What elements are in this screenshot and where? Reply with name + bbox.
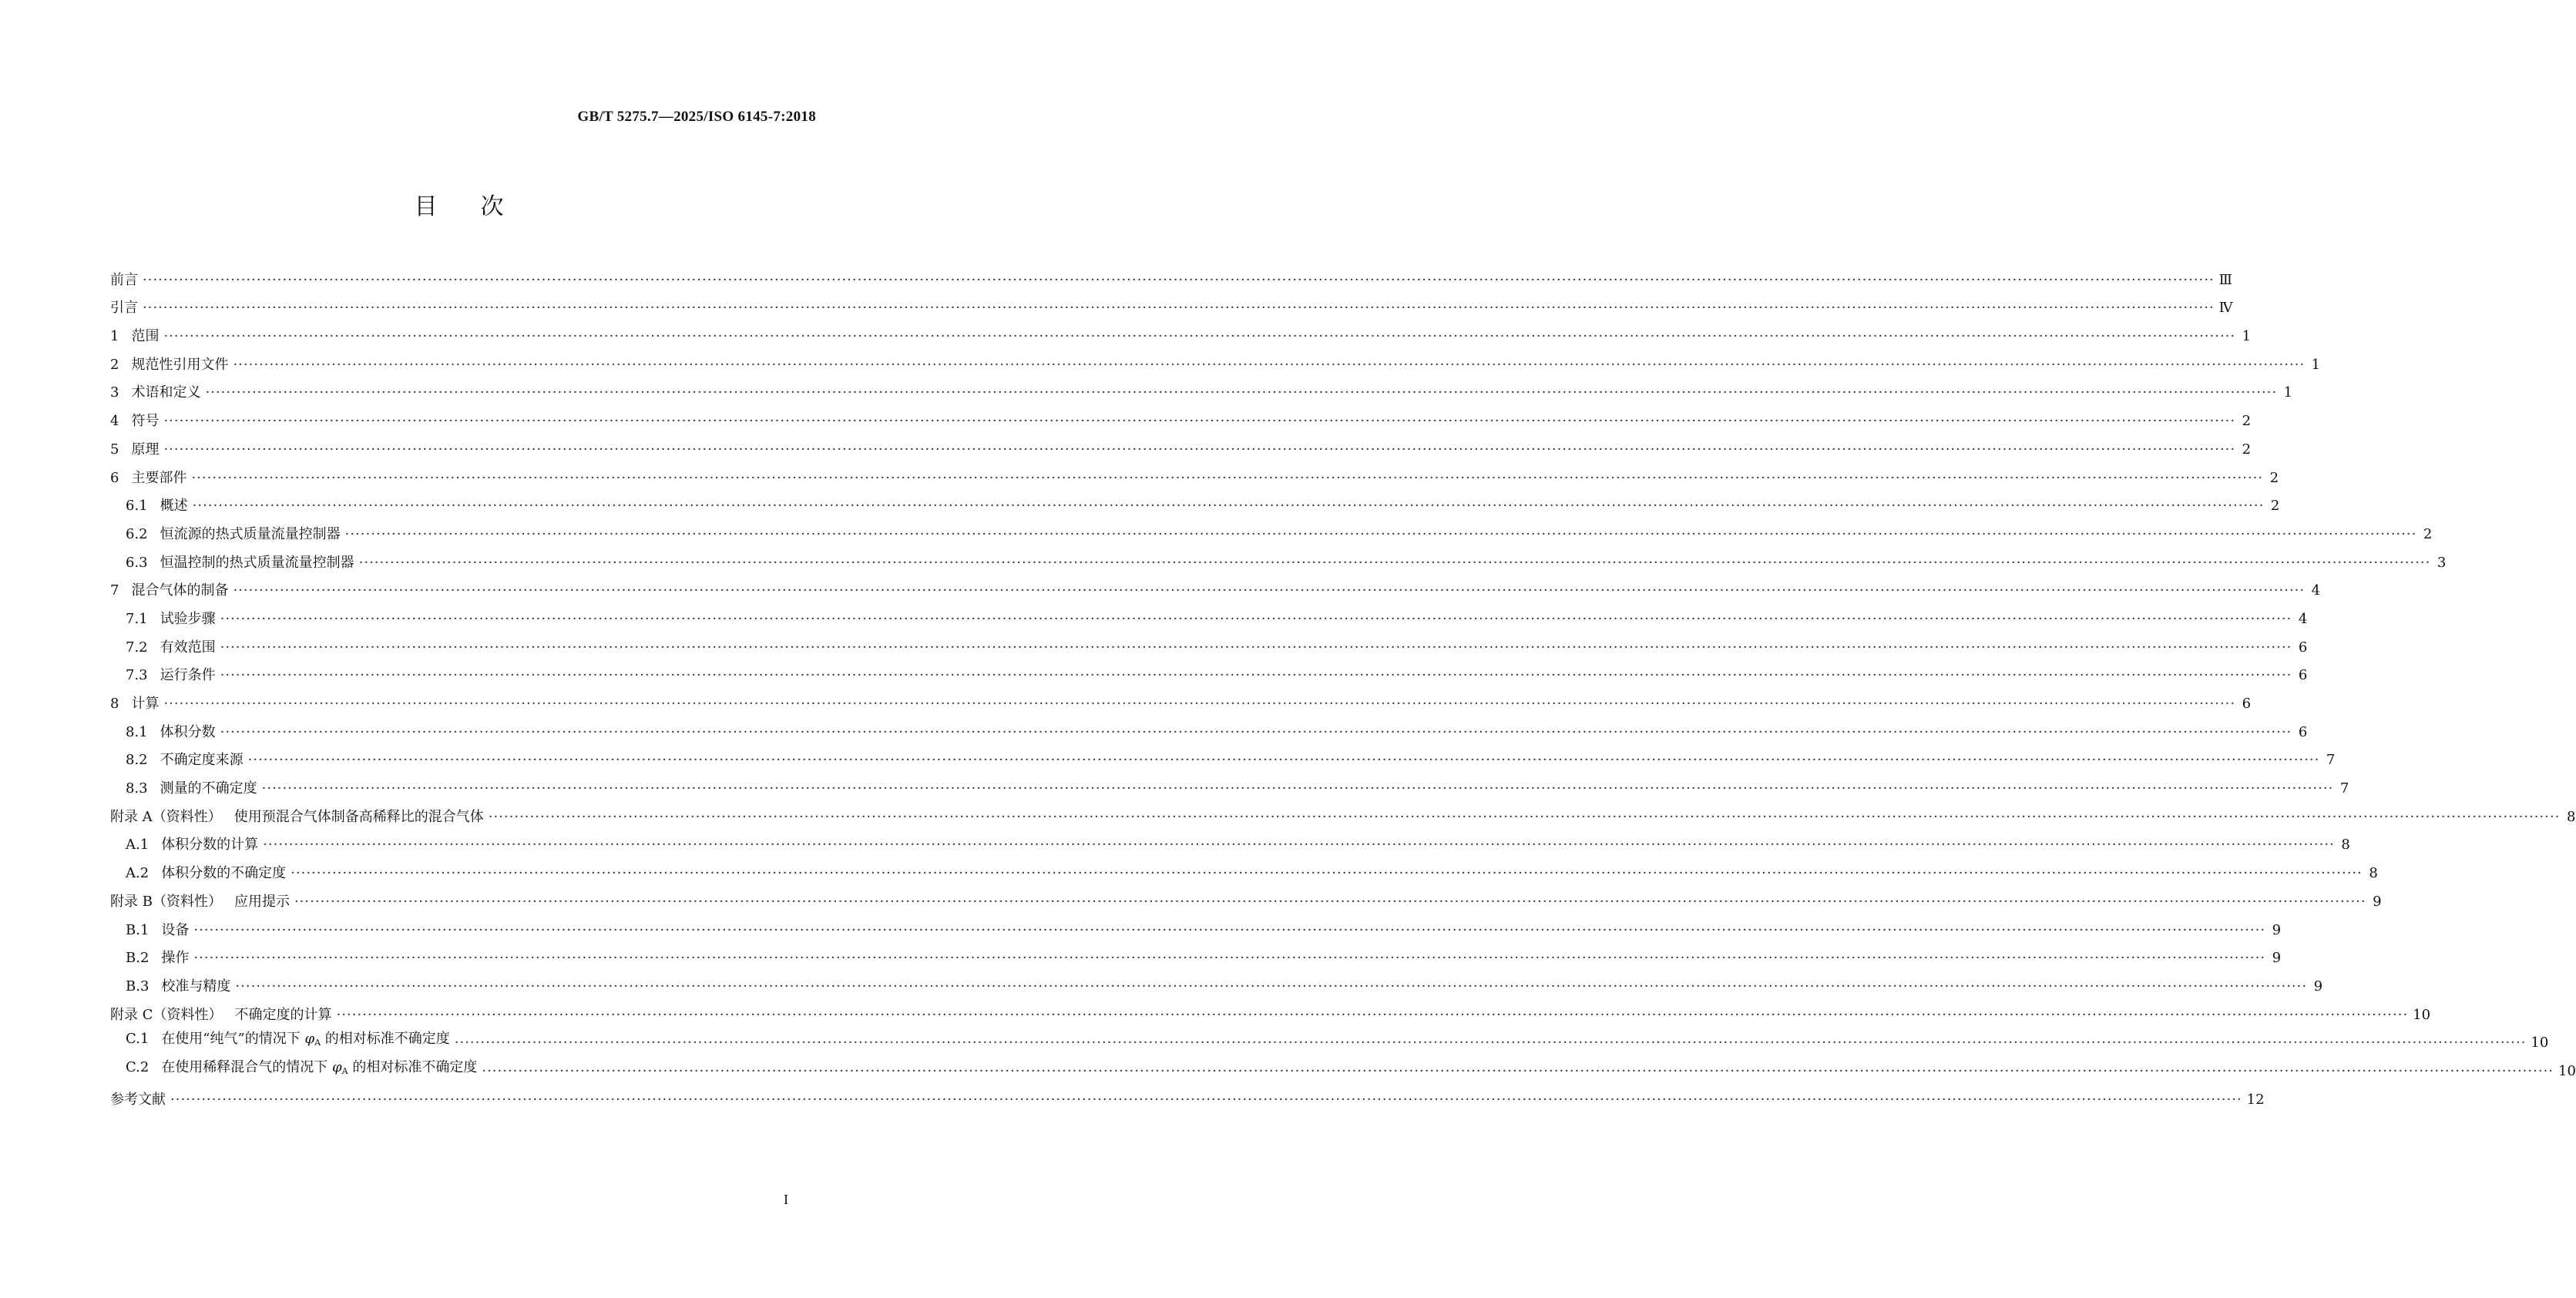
dot-leader: ················································································································································································································································································································································································································ [235,978,2308,994]
dot-leader: ················································································································································································································································································································································································································ [220,610,2292,627]
toc-entry-label: 使用预混合气体制备高稀释比的混合气体 [233,808,484,825]
toc-entry-page: 12 [2246,1091,2265,1108]
toc-entry[interactable] [110,543,2447,572]
toc-entry-page: 8 [2369,865,2378,882]
toc-entry-number: B.1 [126,921,149,938]
toc-entry-title [110,384,200,401]
dot-leader: ················································································································································································································································································································································································································ [143,300,2215,317]
toc-entry-number: 6.3 [126,554,148,571]
page-title: 目次 [414,193,547,220]
toc-entry-label: 有效范围 [160,639,216,656]
toc-entry-page: 9 [2272,921,2282,938]
toc-entry-page: 7 [2339,780,2349,797]
toc-entry-title [110,413,159,430]
phi-subscript: A [314,1038,321,1048]
toc-entry-page: 1 [2283,384,2293,401]
toc-entry-label: 体积分数的不确定度 [161,865,287,882]
dot-leader: ················································································································································································································································································································································································································ [291,865,2363,882]
toc-entry-title [126,498,188,515]
toc-entry[interactable] [110,487,2280,515]
toc-entry-title [110,1092,166,1108]
toc-entry-number: 1 [110,328,119,345]
toc-entry-page: 6 [2242,696,2252,712]
dot-leader: ················································································································································································································································································································································································································ [220,639,2292,656]
phi-symbol: φ [332,1058,342,1075]
toc-entry-label: 混合气体的制备 [131,582,229,599]
toc-entry-page: 10 [2413,1006,2431,1023]
toc-entry-label: 主要部件 [131,469,187,486]
toc-entry-title [126,922,189,939]
toc-entry[interactable] [110,1080,2265,1108]
toc-entry[interactable] [110,995,2431,1024]
toc-entry-number: 6 [110,469,119,486]
toc-entry-number: A.1 [126,837,149,854]
dot-leader: ················································································································································································································································································································································································································ [143,271,2215,288]
toc-entry-label-suffix: 的相对标准不确定度 [324,1031,450,1048]
toc-entry-number: 附录 B（资料性） [110,893,222,910]
dot-leader: ················································································································································································································································································································································································································ [170,1091,2242,1108]
toc-entry-title [126,865,286,882]
toc-entry[interactable] [110,289,2233,317]
toc-entry-label: 恒温控制的热式质量流量控制器 [160,554,354,571]
dot-leader: ················································································································································································································································································································································································································ [454,1035,2527,1051]
toc-entry-number: 7.3 [126,667,148,684]
toc-entry[interactable] [110,515,2433,543]
toc-entry[interactable] [110,374,2293,402]
toc-entry-page: 3 [2437,554,2447,571]
toc-entry-title [126,639,216,656]
dot-leader: ················································································································································································································································································································································································································ [233,582,2306,599]
toc-entry-page: 10 [2558,1062,2576,1079]
toc-entry-label: 计算 [131,696,160,712]
toc-entry-label: 在使用稀释混合气的情况下 [161,1058,328,1075]
toc-entry-page: 9 [2373,893,2382,910]
toc-entry[interactable] [110,797,2576,826]
dot-leader: ················································································································································································································································································································································································································ [220,667,2292,684]
toc-entry-label: 参考文献 [110,1091,166,1108]
page-number: I [784,1192,788,1207]
dot-leader: ················································································································································································································································································································································································································ [163,441,2236,458]
dot-leader: ················································································································································································································································································································································································································ [220,723,2292,740]
toc-entry-label: 不确定度的计算 [234,1006,332,1023]
toc-entry-title [126,526,341,543]
toc-entry-number: 4 [110,413,119,430]
toc-entry-title [126,724,216,741]
toc-entry-number: 7 [110,582,119,599]
standard-code: GB/T 5275.7—2025/ISO 6145-7:2018 [577,109,816,125]
toc-entry-page: 9 [2313,978,2323,994]
toc-entry-label: 设备 [161,921,190,938]
toc-entry[interactable] [110,430,2252,458]
toc-entry-title [126,780,257,797]
toc-entry-page: 9 [2272,950,2282,967]
dot-leader: ················································································································································································································································································································································································································ [192,498,2265,515]
toc-entry-page: 8 [2341,837,2350,854]
toc-entry[interactable] [110,684,2252,713]
toc-entry[interactable] [110,572,2321,600]
toc-entry-number: 6.1 [126,498,148,515]
toc-entry[interactable] [110,967,2323,995]
toc-entry-label: 恒流源的热式质量流量控制器 [160,525,341,542]
toc-entry[interactable] [110,713,2308,741]
toc-entry-label: 原理 [131,441,160,458]
toc-entry-page: 7 [2326,752,2336,769]
toc-entry-title [110,894,290,911]
toc-entry[interactable] [110,1051,2576,1080]
toc-entry-label: 范围 [131,328,160,345]
toc-entry[interactable] [110,458,2279,487]
toc-entry-title [110,328,159,345]
toc-entry-number: 2 [110,356,119,373]
toc-entry-title [110,1007,332,1024]
toc-entry-label: 体积分数的计算 [161,837,259,854]
toc-entry-label: 试验步骤 [160,610,216,627]
toc-entry-number: C.2 [126,1058,149,1075]
toc-entry[interactable] [110,1024,2549,1052]
toc-entry[interactable] [110,260,2233,289]
toc-entry[interactable] [110,628,2308,656]
toc-entry-page: 8 [2566,808,2576,825]
toc-entry-title [126,950,189,967]
toc-entry-page: 1 [2242,328,2252,345]
toc-entry-label: 校准与精度 [161,978,231,994]
dot-leader: ················································································································································································································································································································································································································ [205,384,2278,401]
dot-leader: ················································································································································································································································································································································································································ [294,893,2366,910]
phi-subscript: A [341,1065,348,1076]
dot-leader: ················································································································································································································································································································································································································ [263,837,2335,854]
dot-leader: ················································································································································································································································································································································································································ [193,950,2266,967]
toc-entry-number: 8.3 [126,780,148,797]
toc-entry[interactable] [110,741,2336,770]
toc-entry-label: 规范性引用文件 [131,356,229,373]
toc-entry-title [110,441,159,458]
toc-entry-page: 10 [2531,1035,2549,1051]
toc-entry[interactable] [110,599,2308,628]
toc-entry-number: 附录 A（资料性） [110,808,222,825]
dot-leader: ················································································································································································································································································································································································································ [233,356,2306,373]
dot-leader: ················································································································································································································································································································································································································ [344,525,2417,542]
toc-entry-label-suffix: 的相对标准不确定度 [352,1058,478,1075]
toc-entry-page: 4 [2298,610,2308,627]
toc-entry-title [110,696,159,713]
toc-entry-page: 6 [2298,667,2308,684]
toc-entry[interactable] [110,769,2349,797]
toc-entry-label: 概述 [160,498,188,515]
toc-entry-label: 操作 [161,950,190,967]
toc-entry-title [126,1059,477,1080]
toc-entry-title [126,667,216,684]
toc-entry-number: C.1 [126,1031,149,1048]
toc-entry-label: 不确定度来源 [160,752,243,769]
toc-entry-title [110,582,228,599]
dot-leader: ················································································································································································································································································································································································································ [261,780,2334,797]
toc-entry[interactable] [110,826,2350,854]
toc-entry-title [126,752,243,769]
toc-entry-title [110,357,228,374]
toc-entry[interactable] [110,882,2382,911]
toc-entry-label: 应用提示 [233,893,290,910]
toc-entry-page: 2 [2269,469,2279,486]
dot-leader: ················································································································································································································································································································································································································ [193,921,2266,938]
toc-entry-label: 体积分数 [160,723,216,740]
toc-entry-label: 测量的不确定度 [160,780,257,797]
dot-leader: ················································································································································································································································································································································································································ [488,808,2561,825]
toc-entry-number: 3 [110,384,119,401]
toc-entry-page: 6 [2298,723,2308,740]
dot-leader: ················································································································································································································································································································································································································ [247,752,2320,769]
toc-entry-page: Ⅳ [2218,300,2233,317]
toc-entry-label: 运行条件 [160,667,216,684]
toc-entry-number: A.2 [126,865,149,882]
toc-entry-title [126,611,216,628]
phi-symbol: φ [304,1031,315,1048]
toc-entry[interactable] [110,317,2252,345]
toc-entry[interactable] [110,401,2252,430]
dot-leader: ················································································································································································································································································································································································································ [336,1006,2409,1023]
dot-leader: ················································································································································································································································································································································································································ [163,413,2236,430]
toc-entry[interactable] [110,939,2282,968]
toc-entry[interactable] [110,345,2321,374]
toc-entry-number: B.2 [126,950,149,967]
toc-entry-title [126,555,354,572]
dot-leader: ················································································································································································································································································································································································································ [482,1062,2554,1079]
toc-entry[interactable] [110,656,2308,685]
dot-leader: ················································································································································································································································································································································································································ [163,328,2236,345]
toc-entry-page: 2 [2423,525,2433,542]
toc-entry-number: 7.2 [126,639,148,656]
toc-entry-page: 2 [2242,413,2252,430]
toc-entry-label: 引言 [110,300,138,317]
table-of-contents [110,260,2576,1108]
toc-entry-number: 附录 C（资料性） [110,1006,223,1023]
dot-leader: ················································································································································································································································································································································································································ [358,554,2431,571]
toc-entry-number: 8 [110,696,119,712]
toc-entry-number: 8.1 [126,723,148,740]
toc-entry-label: 术语和定义 [131,384,201,401]
toc-entry[interactable] [110,854,2378,882]
toc-entry-title [110,300,138,317]
toc-entry-page: 4 [2311,582,2321,599]
dot-leader: ················································································································································································································································································································································································································ [191,469,2264,486]
toc-entry-title [110,470,186,487]
toc-entry-page: 1 [2311,356,2321,373]
toc-entry-title [126,1031,450,1051]
toc-entry-page: 2 [2242,441,2252,458]
toc-entry-page: Ⅲ [2218,271,2233,288]
toc-entry-page: 6 [2298,639,2308,656]
dot-leader: ················································································································································································································································································································································································································ [163,696,2236,712]
toc-entry-number: 6.2 [126,525,148,542]
toc-entry-number: 5 [110,441,119,458]
toc-entry[interactable] [110,911,2282,939]
toc-entry-label: 符号 [131,413,160,430]
toc-entry-label: 前言 [110,271,138,288]
toc-entry-number: 7.1 [126,610,148,627]
toc-entry-title [110,809,484,826]
toc-entry-number: 8.2 [126,752,148,769]
toc-entry-title [110,272,138,289]
toc-entry-page: 2 [2270,498,2280,515]
toc-entry-title [126,978,230,995]
toc-entry-title [126,837,258,854]
toc-entry-number: B.3 [126,978,149,994]
toc-entry-label: 在使用“纯气”的情况下 [161,1031,301,1048]
